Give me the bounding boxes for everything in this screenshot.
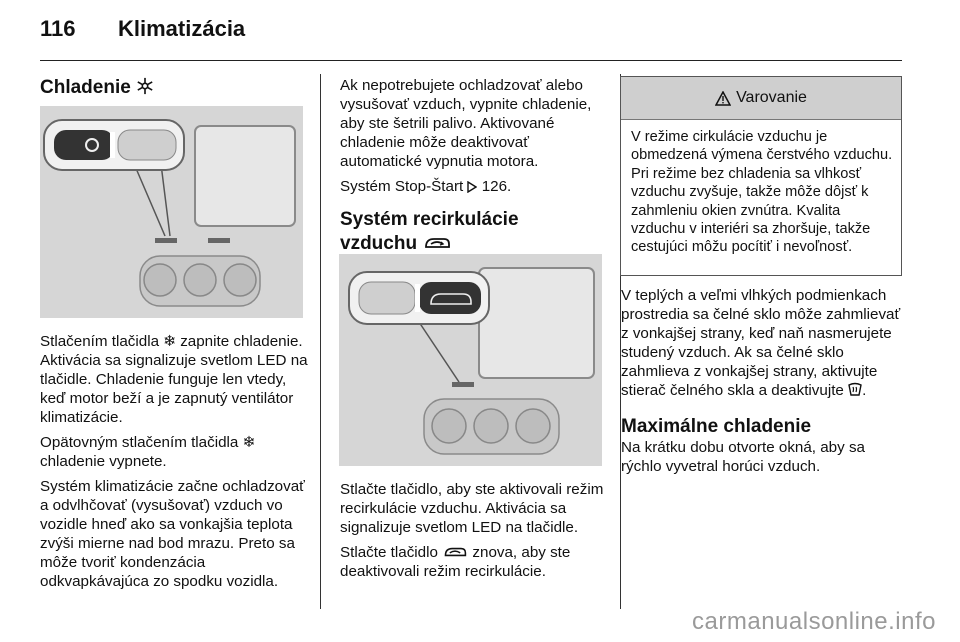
warning-text: V režime cirkulácie vzduchu je obmedzená výmena čerstvého vzduchu. Pri režime bez chladenia sa vlhkosť vzduchu zvyšuje, takže môže dôjsť k zahmleniu okien zvnútra. Kvalita vzduchu v interiéri sa zhoršuje, takže cestujúci môžu pocítiť i nevoľnosť.: [631, 129, 893, 256]
column-divider-left: [320, 74, 321, 609]
cooling-paragraph-2: Opätovným stlačením tlačidla ❄ chladenie vypnete.: [40, 434, 256, 470]
max-cooling-paragraph: Na krátku dobu otvorte okná, aby sa rýchlo vyvetral horúci vzduch.: [621, 439, 865, 475]
illustration-recirculation-button: [339, 254, 602, 466]
warning-triangle-icon: [715, 91, 731, 106]
warning-title: Varovanie: [736, 89, 807, 106]
chapter-title: Klimatizácia: [118, 16, 246, 41]
snowflake-icon: [136, 77, 154, 95]
left-column: [40, 76, 306, 100]
section-heading-cooling: Chladenie: [40, 76, 306, 100]
windshield-defrost-icon: [848, 382, 862, 397]
recirculation-paragraph-1: Stlačte tlačidlo, aby ste aktivovali režim recirkulácie vzduchu. Aktivácia sa signalizuje svetlom LED na tlačidle.: [340, 481, 604, 536]
recirculation-paragraph-2: Stlačte tlačidlo znova, aby ste deaktivovali režim recirkulácie.: [340, 544, 571, 580]
page-number: 116: [40, 16, 76, 41]
section-heading-max-cooling: Maximálne chladenie: [621, 416, 812, 437]
illustration-cooling-button: [40, 106, 303, 318]
cooling-paragraph-1: Stlačením tlačidla ❄ zapnite chladenie. Aktivácia sa signalizuje svetlom LED na tlačidle. Chladenie funguje len vtedy, keď motor beží a je zapnutý ventilátor klimatizácie.: [40, 333, 308, 426]
header-rule: [40, 60, 902, 61]
fogging-paragraph: V teplých a veľmi vlhkých podmienkach prostredia sa čelné sklo môže zahmlievať z vonkajšej strany, keď naň nasmerujete studený vzduch. Ak sa čelné sklo zahmlieva z vonkajšej strany, aktivujte stierač čelného skla a deaktivujte .: [621, 287, 901, 399]
section-heading-recirculation: Systém recirkulácie vzduchu: [340, 209, 519, 254]
middle-paragraph-1: Ak nepotrebujete ochladzovať alebo vysušovať vzduch, vypnite chladenie, aby ste šetrili palivo. Aktivované chladenie môže deaktivovať automatické vypnutia motora.: [340, 77, 592, 170]
warning-header: [621, 77, 901, 120]
warning-box: [620, 76, 902, 276]
right-text: [621, 286, 905, 482]
middle-text: [340, 480, 608, 587]
left-text: [40, 332, 308, 597]
page-reference-icon: [467, 181, 477, 193]
cooling-paragraph-3: Systém klimatizácie začne ochladzovať a odvlhčovať (vysušovať) vzduch vo vozidle hneď ako sa vonkajšia teplota zvýši mierne nad bod mrazu. Preto sa môže tvoriť kondenzácia odkvapkávajúca zo spodku vozidla.: [40, 478, 305, 590]
stop-start-reference: Systém Stop-Štart 126.: [340, 178, 512, 195]
watermark: carmanualsonline.info: [692, 608, 936, 635]
page-header: [40, 16, 245, 42]
middle-column: [340, 76, 608, 256]
recirculation-icon: [442, 545, 468, 559]
recirculation-icon: [422, 235, 452, 251]
